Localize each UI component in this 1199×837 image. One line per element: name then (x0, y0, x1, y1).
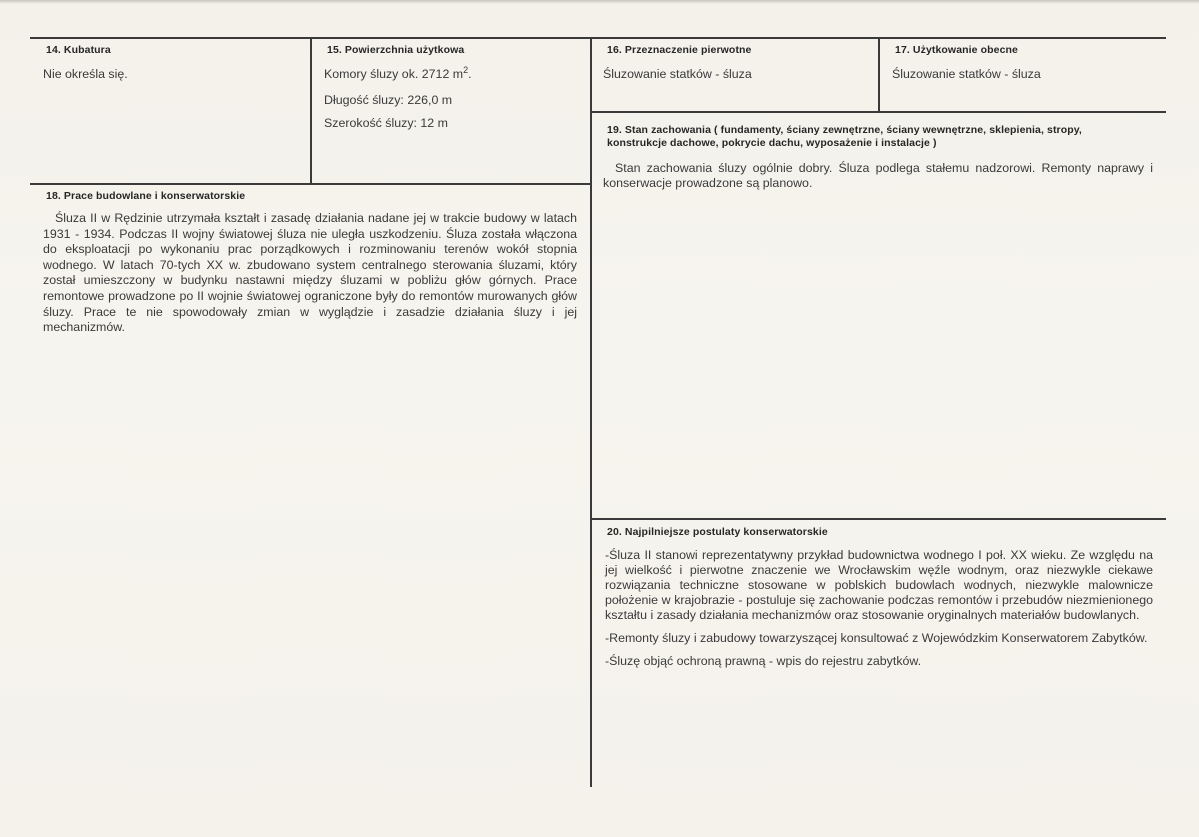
field-15-width: Szerokość śluzy: 12 m (324, 116, 448, 130)
field-16-value: Śluzowanie statków - śluza (603, 67, 752, 81)
rule-top (30, 37, 1166, 39)
rule-col-1 (310, 37, 312, 183)
field-14-title: 14. Kubatura (46, 44, 111, 56)
field-17-value: Śluzowanie statków - śluza (892, 67, 1041, 81)
rule-row-left-1 (30, 183, 590, 185)
field-20-title: 20. Najpilniejsze postulaty konserwatorskie (607, 526, 828, 538)
field-16-title: 16. Przeznaczenie pierwotne (607, 44, 752, 56)
field-20-paragraph-1: -Śluza II stanowi reprezentatywny przykład budownictwa wodnego I poł. XX wieku. Ze względu na jej wielkość i pierwotne znaczenie we Wrocławskim węźle wodnym, oraz niezwykle ciekawe rozwiązania techniczne stosowane w poblskich budowlach wodnych, niezwykle malownicze położenie w krajobrazie - postuluje się zachowanie podczas remontów i przebudów niezmienionego kształtu i zasady działania mechanizmów oraz stosowanie oryginalnych materiałów budowlanych. (605, 548, 1153, 622)
rule-row-right-2 (590, 518, 1166, 520)
field-17-title: 17. Użytkowanie obecne (895, 44, 1018, 56)
field-19-title: 19. Stan zachowania ( fundamenty, ściany zewnętrzne, ściany wewnętrzne, sklepienia, stropy, konstrukcje dachowe, pokrycie dachu, wyposażenie i instalacje ) (607, 124, 1082, 149)
scan-edge-shadow (0, 0, 1199, 4)
field-18-title: 18. Prace budowlane i konserwatorskie (46, 190, 246, 202)
field-15-length: Długość śluzy: 226,0 m (324, 93, 453, 107)
field-15-line-1 (324, 64, 472, 82)
field-19-value: Stan zachowania śluzy ogólnie dobry. Śluza podlega stałemu nadzorowi. Remonty naprawy i konserwacje prowadzone są planowo. (603, 161, 1153, 190)
rule-row-right-1 (590, 111, 1166, 113)
rule-col-2 (590, 37, 592, 787)
field-20-paragraph-3: -Śluzę objąć ochroną prawną - wpis do rejestru zabytków. (605, 654, 922, 668)
field-20-paragraph-2: -Remonty śluzy i zabudowy towarzyszącej konsultować z Wojewódzkim Konserwatorem Zabytków. (605, 631, 1148, 645)
field-14-value: Nie określa się. (43, 67, 128, 81)
field-15-title: 15. Powierzchnia użytkowa (327, 44, 465, 56)
field-15-line-1-end: . (468, 67, 472, 81)
field-15-unit-exponent: 2 (463, 64, 469, 75)
field-15-chamber-area: Komory śluzy ok. 2712 m (324, 67, 464, 81)
field-20-body (605, 548, 1153, 677)
rule-col-3 (878, 37, 880, 111)
field-18-value: Śluza II w Rędzinie utrzymała kształt i zasadę działania nadane jej w trakcie budowy w latach 1931 - 1934. Podczas II wojny światowej śluza nie uległa uszkodzeniu. Śluza została włączona do eksploatacji po wykonaniu prac porządkowych i rozminowaniu terenów wokół stopnia wodnego. W latach 70-tych XX w. zbudowano system centralnego sterowania śluzami, który został umieszczony w budynku nastawni między śluzami w pobliżu głów górnych. Prace remontowe prowadzone po II wojnie światowej ograniczone były do remontów murowanych głów śluzy. Prace te nie spowodowały zmian w wyglądzie i zasadzie działania śluzy i jej mechanizmów. (43, 211, 577, 335)
